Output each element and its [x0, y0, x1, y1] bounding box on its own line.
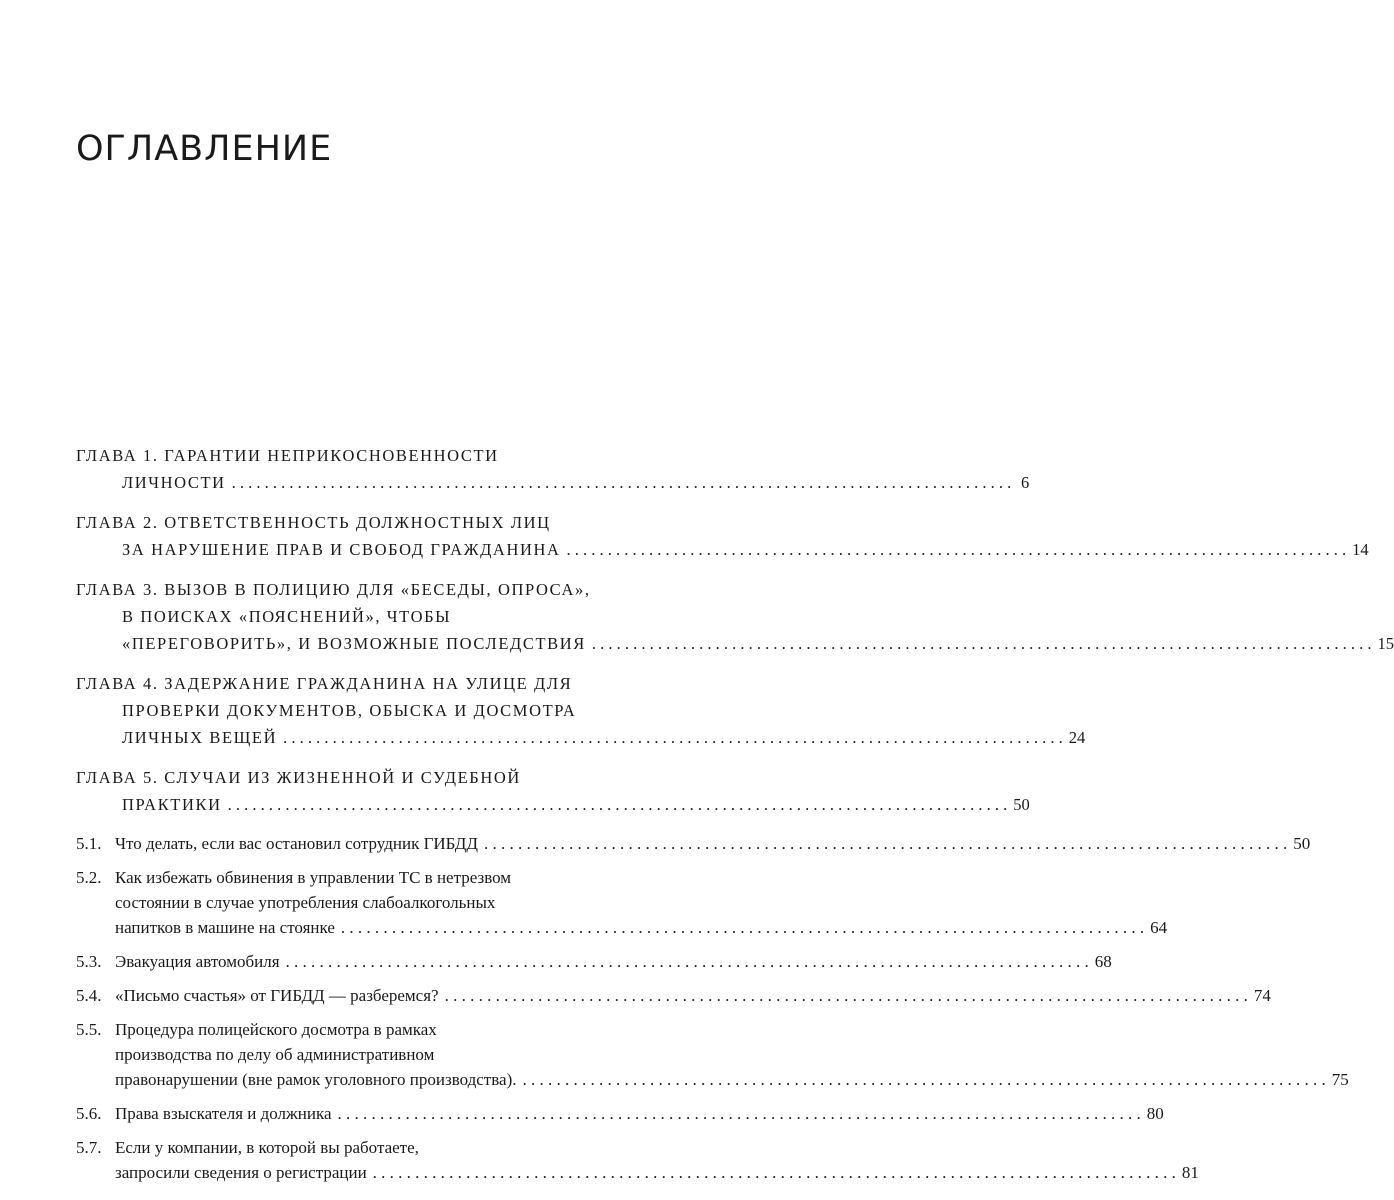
- chapter-title-line: ПРАКТИКИ: [122, 795, 222, 814]
- toc-chapter-3[interactable]: [76, 576, 1394, 657]
- dot-leader: [228, 791, 1008, 818]
- section-title-line: Эвакуация автомобиля: [115, 952, 280, 971]
- dot-leader: [445, 983, 1248, 1008]
- page-number: 24: [1068, 728, 1086, 747]
- page-number: 68: [1094, 952, 1112, 971]
- dot-leader: [341, 915, 1144, 940]
- section-title-line: Что делать, если вас остановил сотрудник ГИБДД: [115, 834, 478, 853]
- dot-leader: [592, 630, 1372, 657]
- section-title-line: производства по делу об административном: [115, 1045, 435, 1064]
- toc-section-5-2[interactable]: [76, 865, 1168, 940]
- chapter-title-line: ГЛАВА 5. СЛУЧАИ ИЗ ЖИЗНЕННОЙ И СУДЕБНОЙ: [76, 768, 521, 787]
- dot-leader: [373, 1160, 1176, 1185]
- toc-chapter-2[interactable]: [76, 509, 1369, 563]
- page-number: 6: [1021, 473, 1030, 492]
- chapter-title-line: ГЛАВА 1. ГАРАНТИИ НЕПРИКОСНОВЕННОСТИ: [76, 446, 499, 465]
- chapter-title-line: ГЛАВА 4. ЗАДЕРЖАНИЕ ГРАЖДАНИНА НА УЛИЦЕ ДЛЯ: [76, 674, 573, 693]
- page-number: 15: [1377, 634, 1394, 653]
- dot-leader: [338, 1101, 1141, 1126]
- table-of-contents: [76, 442, 1394, 1194]
- section-title-line: «Письмо счастья» от ГИБДД — разберемся?: [115, 986, 439, 1005]
- toc-chapter-5[interactable]: [76, 764, 1030, 818]
- section-title-line: напитков в машине на стоянке: [115, 918, 335, 937]
- chapter-title-line: ЛИЧНОСТИ: [122, 473, 226, 492]
- chapter-title-line: «ПЕРЕГОВОРИТЬ», И ВОЗМОЖНЫЕ ПОСЛЕДСТВИЯ: [122, 634, 586, 653]
- section-number: 5.7.: [76, 1138, 102, 1157]
- section-title-line: запросили сведения о регистрации: [115, 1163, 367, 1182]
- dot-leader: [286, 949, 1089, 974]
- page-number: 64: [1150, 918, 1168, 937]
- section-title-line: Процедура полицейского досмотра в рамках: [115, 1020, 437, 1039]
- section-title-line: состоянии в случае употребления слабоалкогольных: [115, 893, 496, 912]
- page-number: 81: [1181, 1163, 1199, 1182]
- toc-section-5-4[interactable]: [76, 983, 1271, 1008]
- section-title-line: Если у компании, в которой вы работаете,: [115, 1138, 419, 1157]
- section-number: 5.4.: [76, 986, 102, 1005]
- section-number: 5.5.: [76, 1020, 102, 1039]
- toc-section-5-5[interactable]: [76, 1017, 1349, 1092]
- toc-chapter-4[interactable]: [76, 670, 1086, 751]
- chapter-title-line: ПРОВЕРКИ ДОКУМЕНТОВ, ОБЫСКА И ДОСМОТРА: [122, 701, 577, 720]
- page-number: 80: [1146, 1104, 1164, 1123]
- dot-leader: [567, 536, 1347, 563]
- page-number: 75: [1331, 1070, 1349, 1089]
- toc-section-5-1[interactable]: [76, 831, 1311, 856]
- dot-leader: [232, 469, 1012, 496]
- section-title-line: правонарушении (вне рамок уголовного производства).: [115, 1070, 517, 1089]
- chapter-title-line: ЛИЧНЫХ ВЕЩЕЙ: [122, 728, 278, 747]
- dot-leader: [283, 724, 1063, 751]
- page-number: 74: [1253, 986, 1271, 1005]
- section-title-line: Как избежать обвинения в управлении ТС в нетрезвом: [115, 868, 512, 887]
- dot-leader: [484, 831, 1287, 856]
- toc-section-5-3[interactable]: [76, 949, 1112, 974]
- toc-chapter-1[interactable]: [76, 442, 1030, 496]
- chapter-title-line: ЗА НАРУШЕНИЕ ПРАВ И СВОБОД ГРАЖДАНИНА: [122, 540, 561, 559]
- dot-leader: [523, 1067, 1326, 1092]
- chapter-title-line: В ПОИСКАХ «ПОЯСНЕНИЙ», ЧТОБЫ: [122, 607, 452, 626]
- toc-section-5-6[interactable]: [76, 1101, 1164, 1126]
- page-number: 50: [1293, 834, 1311, 853]
- chapter-title-line: ГЛАВА 3. ВЫЗОВ В ПОЛИЦИЮ ДЛЯ «БЕСЕДЫ, ОПРОСА»,: [76, 580, 591, 599]
- chapter-title-line: ГЛАВА 2. ОТВЕТСТВЕННОСТЬ ДОЛЖНОСТНЫХ ЛИЦ: [76, 513, 551, 532]
- page-title: ОГЛАВЛЕНИЕ: [76, 129, 333, 169]
- section-number: 5.1.: [76, 834, 102, 853]
- toc-section-5-7[interactable]: [76, 1135, 1199, 1185]
- section-number: 5.3.: [76, 952, 102, 971]
- page-number: 14: [1352, 540, 1369, 559]
- page-number: 50: [1013, 795, 1030, 814]
- section-number: 5.2.: [76, 868, 102, 887]
- section-title-line: Права взыскателя и должника: [115, 1104, 332, 1123]
- section-number: 5.6.: [76, 1104, 102, 1123]
